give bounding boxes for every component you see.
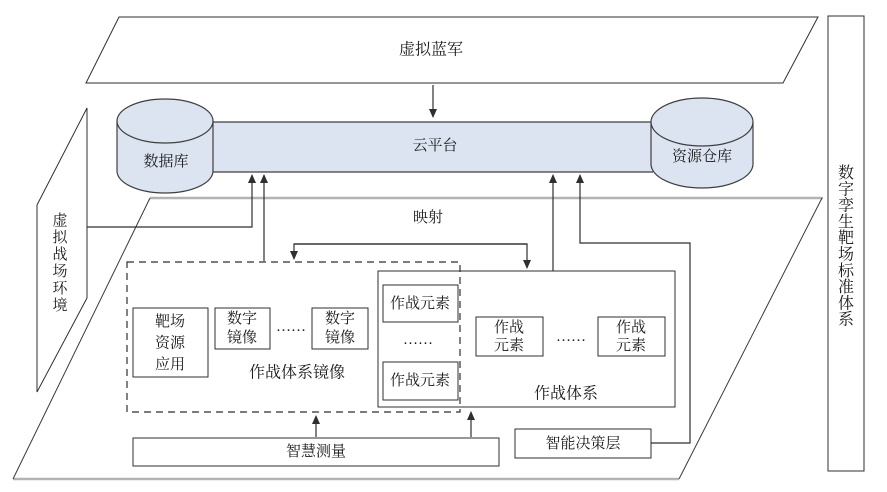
- arrow-mapping-to-combat-system: [294, 244, 527, 268]
- combat-element-bottom-label: 作战元素: [389, 373, 451, 389]
- arrow-mapping-to-mirror: [294, 244, 527, 259]
- combat-element-right-label: 作战元素: [615, 320, 647, 354]
- database-label: 数据库: [143, 154, 189, 170]
- parallelogram-right-edge: [679, 198, 822, 479]
- digital-mirror-1-label: 数字镜像: [226, 311, 258, 346]
- resource-repo-label: 资源仓库: [671, 149, 733, 165]
- combat-system-label: 作战体系: [533, 385, 599, 403]
- range-resource-app-label: 靶场资源应用: [154, 314, 186, 373]
- mapping-label: 映射: [412, 210, 444, 226]
- standard-system-label: 数字孪生靶场标准体系: [837, 164, 855, 329]
- combat-elements-horizontal-dots: ……: [556, 329, 586, 345]
- mirror-ellipsis-dots: ……: [276, 319, 306, 335]
- combat-element-top-label: 作战元素: [389, 296, 451, 312]
- resource-repo-cylinder-top: [651, 98, 753, 146]
- database-cylinder-top: [117, 99, 213, 143]
- virtual-battlefield-label: 虚拟战场环境: [52, 213, 68, 314]
- cloud-platform-label: 云平台: [412, 138, 458, 154]
- digital-mirror-2-label: 数字镜像: [324, 311, 356, 346]
- decision-layer-label: 智能决策层: [545, 436, 621, 452]
- resource-repo-cylinder: [651, 98, 753, 188]
- smart-measure-label: 智慧测量: [285, 444, 347, 460]
- virtual-blue-army-label: 虚拟蓝军: [398, 41, 464, 59]
- database-cylinder: [117, 99, 213, 193]
- combat-elements-vertical-dots: ……: [403, 332, 433, 348]
- combat-element-left-label: 作战元素: [493, 320, 525, 354]
- combat-system-mirror-label: 作战体系镜像: [248, 364, 346, 382]
